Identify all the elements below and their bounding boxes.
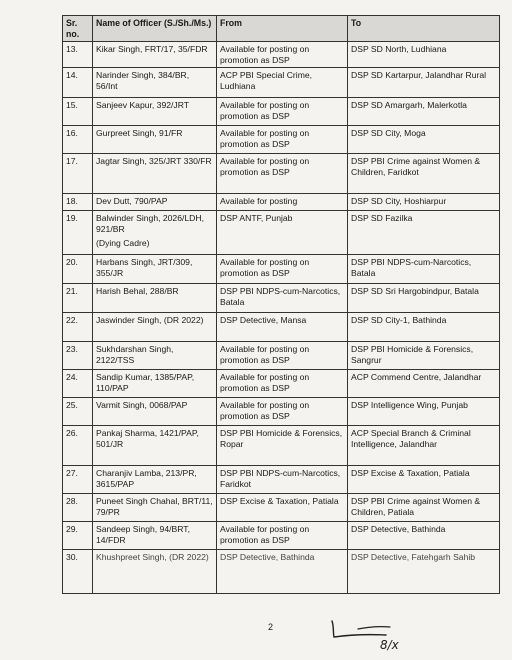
cadre-note: (Dying Cadre) <box>96 238 150 248</box>
row-to: DSP SD Sri Hargobindpur, Batala <box>348 284 500 313</box>
header-to: To <box>348 16 500 42</box>
table-row <box>63 313 500 342</box>
row-sr: 28. <box>63 494 93 522</box>
row-from: DSP PBI Homicide & Forensics, Ropar <box>217 426 348 466</box>
header-from: From <box>217 16 348 42</box>
row-from: Available for posting on promotion as DSP <box>217 98 348 126</box>
table-row <box>63 255 500 284</box>
row-to: DSP PBI Homicide & Forensics, Sangrur <box>348 342 500 370</box>
row-officer-name: Sukhdarshan Singh, 2122/TSS <box>93 342 217 370</box>
row-from: Available for posting on promotion as DSP <box>217 42 348 68</box>
transfer-table <box>62 15 500 594</box>
row-officer-name: Sandeep Singh, 94/BRT, 14/FDR <box>93 522 217 550</box>
row-sr: 22. <box>63 313 93 342</box>
row-officer-name: Sandip Kumar, 1385/PAP, 110/PAP <box>93 370 217 398</box>
row-to: DSP Intelligence Wing, Punjab <box>348 398 500 426</box>
row-officer-name: Gurpreet Singh, 91/FR <box>93 126 217 154</box>
signature <box>328 613 418 655</box>
table-row <box>63 68 500 98</box>
row-officer-name <box>93 211 217 255</box>
row-to: DSP SD Kartarpur, Jalandhar Rural <box>348 68 500 98</box>
row-from: Available for posting on promotion as DSP <box>217 522 348 550</box>
row-sr: 17. <box>63 154 93 194</box>
row-from: Available for posting on promotion as DSP <box>217 154 348 194</box>
row-to: ACP Special Branch & Criminal Intelligence, Jalandhar <box>348 426 500 466</box>
table-row <box>63 211 500 255</box>
row-from: DSP Excise & Taxation, Patiala <box>217 494 348 522</box>
table-row <box>63 194 500 211</box>
row-officer-name: Dev Dutt, 790/PAP <box>93 194 217 211</box>
row-officer-name: Jaswinder Singh, (DR 2022) <box>93 313 217 342</box>
row-sr: 18. <box>63 194 93 211</box>
row-from: Available for posting on promotion as DSP <box>217 370 348 398</box>
row-officer-name: Narinder Singh, 384/BR, 56/Int <box>93 68 217 98</box>
row-from: DSP Detective, Mansa <box>217 313 348 342</box>
row-to: DSP SD City, Hoshiarpur <box>348 194 500 211</box>
row-officer-name: Harbans Singh, JRT/309, 355/JR <box>93 255 217 284</box>
table-row <box>63 550 500 594</box>
row-officer-name: Puneet Singh Chahal, BRT/11, 79/PR <box>93 494 217 522</box>
table-row <box>63 284 500 313</box>
table-row <box>63 126 500 154</box>
row-from: DSP Detective, Bathinda <box>217 550 348 594</box>
table-row <box>63 98 500 126</box>
row-sr: 24. <box>63 370 93 398</box>
row-officer-name: Pankaj Sharma, 1421/PAP, 501/JR <box>93 426 217 466</box>
row-sr: 30. <box>63 550 93 594</box>
row-sr: 13. <box>63 42 93 68</box>
table-row <box>63 426 500 466</box>
officer-name-text: Balwinder Singh, 2026/LDH, 921/BR <box>96 213 204 234</box>
row-to: DSP SD City-1, Bathinda <box>348 313 500 342</box>
row-sr: 15. <box>63 98 93 126</box>
row-from: DSP PBI NDPS-cum-Narcotics, Batala <box>217 284 348 313</box>
row-sr: 29. <box>63 522 93 550</box>
row-to: DSP SD City, Moga <box>348 126 500 154</box>
row-sr: 27. <box>63 466 93 494</box>
row-to: DSP Detective, Bathinda <box>348 522 500 550</box>
row-from: DSP ANTF, Punjab <box>217 211 348 255</box>
row-sr: 23. <box>63 342 93 370</box>
row-from: DSP PBI NDPS-cum-Narcotics, Faridkot <box>217 466 348 494</box>
table-header-row <box>63 16 500 42</box>
table-row <box>63 154 500 194</box>
signature-mark: 8/x <box>380 638 399 652</box>
row-to: DSP SD Amargarh, Malerkotla <box>348 98 500 126</box>
header-sr-no: Sr. no. <box>63 16 93 42</box>
row-to: DSP PBI NDPS-cum-Narcotics, Batala <box>348 255 500 284</box>
row-officer-name: Jagtar Singh, 325/JRT 330/FR <box>93 154 217 194</box>
table-row <box>63 398 500 426</box>
row-from: Available for posting <box>217 194 348 211</box>
row-to: DSP PBI Crime against Women & Children, Patiala <box>348 494 500 522</box>
table-row <box>63 522 500 550</box>
row-sr: 21. <box>63 284 93 313</box>
row-officer-name: Sanjeev Kapur, 392/JRT <box>93 98 217 126</box>
table-row <box>63 466 500 494</box>
page-number: 2 <box>268 622 274 632</box>
row-to: DSP Excise & Taxation, Patiala <box>348 466 500 494</box>
row-sr: 20. <box>63 255 93 284</box>
row-sr: 16. <box>63 126 93 154</box>
table-row <box>63 494 500 522</box>
row-to: DSP Detective, Fatehgarh Sahib <box>348 550 500 594</box>
row-from: Available for posting on promotion as DSP <box>217 255 348 284</box>
header-name-of-officer: Name of Officer (S./Sh./Ms.) <box>93 16 217 42</box>
row-officer-name: Kikar Singh, FRT/17, 35/FDR <box>93 42 217 68</box>
row-to: DSP SD Fazilka <box>348 211 500 255</box>
row-from: Available for posting on promotion as DSP <box>217 126 348 154</box>
row-officer-name: Khushpreet Singh, (DR 2022) <box>93 550 217 594</box>
row-from: ACP PBI Special Crime, Ludhiana <box>217 68 348 98</box>
row-officer-name: Harish Behal, 288/BR <box>93 284 217 313</box>
row-to: ACP Commend Centre, Jalandhar <box>348 370 500 398</box>
table-row <box>63 42 500 68</box>
row-from: Available for posting on promotion as DSP <box>217 342 348 370</box>
row-from: Available for posting on promotion as DSP <box>217 398 348 426</box>
row-sr: 14. <box>63 68 93 98</box>
row-officer-name: Varmit Singh, 0068/PAP <box>93 398 217 426</box>
row-to: DSP PBI Crime against Women & Children, Faridkot <box>348 154 500 194</box>
row-sr: 25. <box>63 398 93 426</box>
row-sr: 26. <box>63 426 93 466</box>
table-row <box>63 370 500 398</box>
row-officer-name: Charanjiv Lamba, 213/PR, 3615/PAP <box>93 466 217 494</box>
row-to: DSP SD North, Ludhiana <box>348 42 500 68</box>
table-row <box>63 342 500 370</box>
row-sr: 19. <box>63 211 93 255</box>
